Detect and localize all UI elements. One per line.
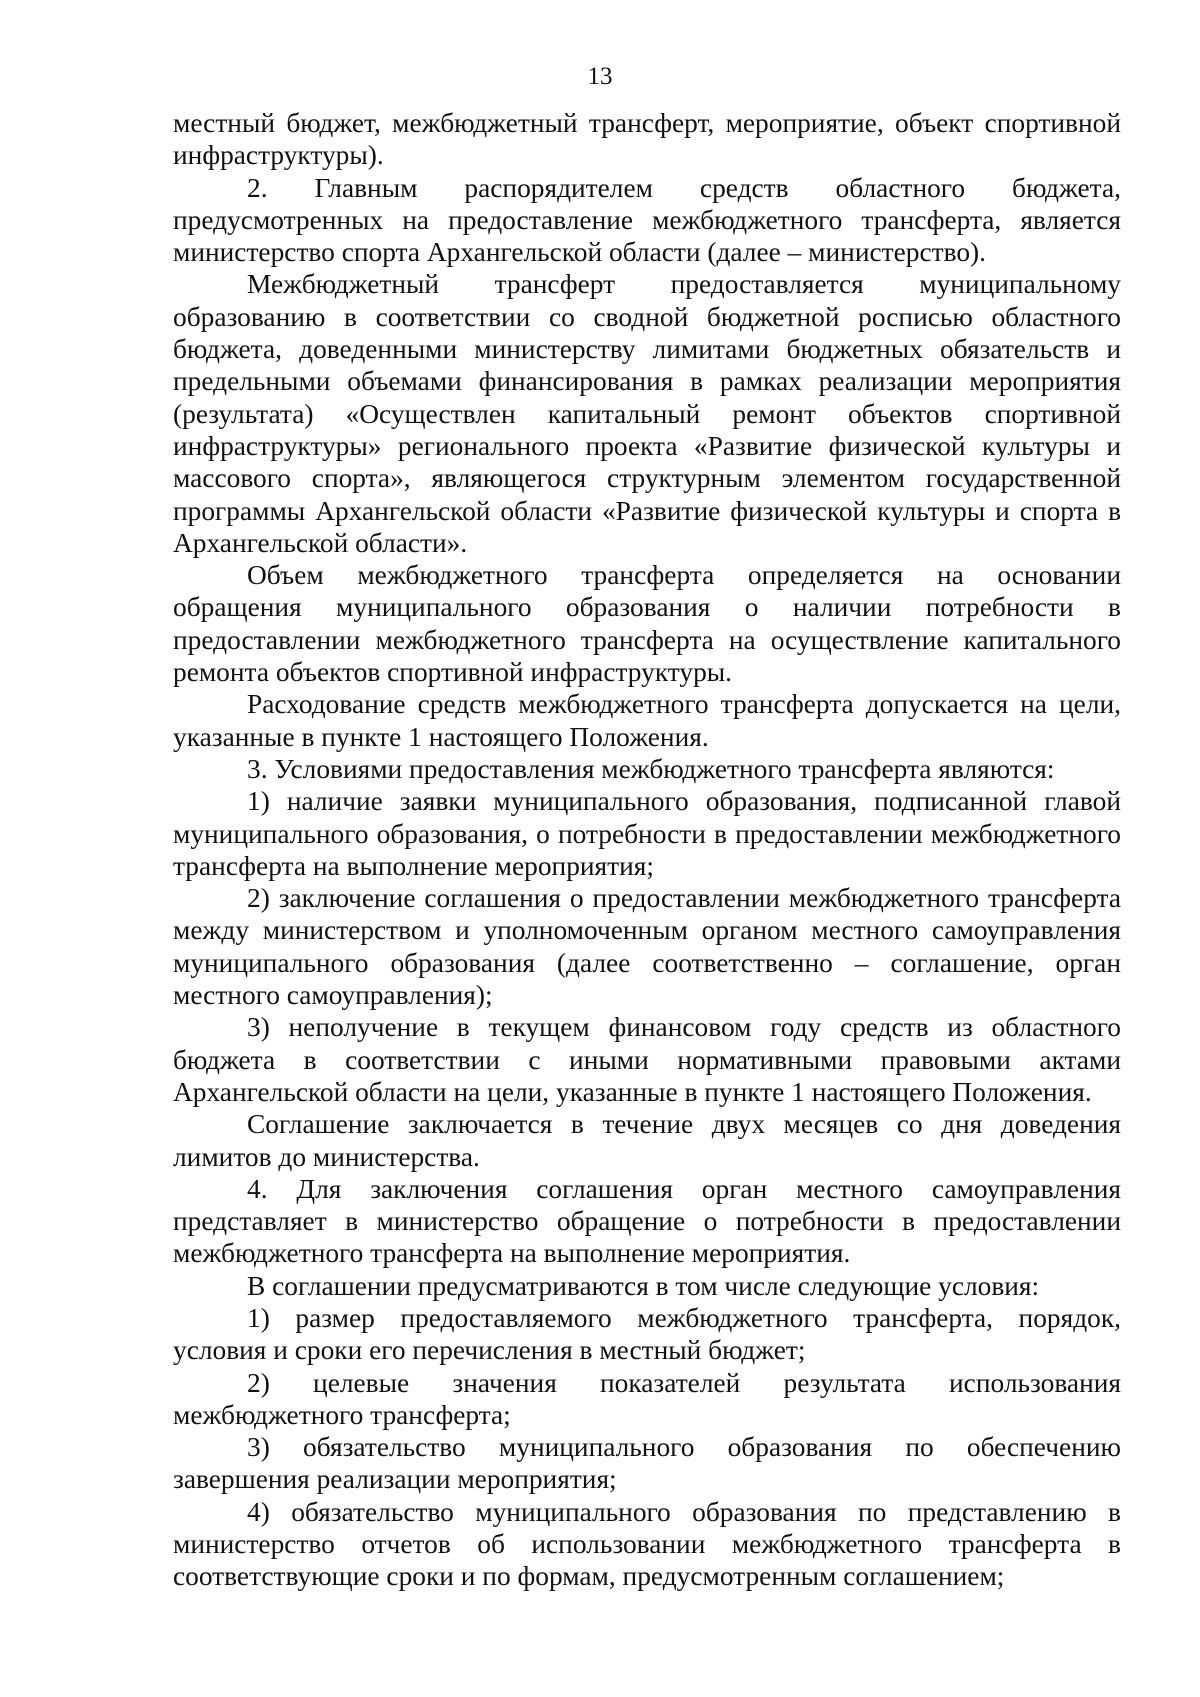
page-number: 13: [587, 63, 613, 90]
list-item-3-3: 3) неполучение в текущем финансовом году средств из областного бюджета в соответствии с иными нормативными правовыми актами Архангельской области на цели, указанные в пункте 1 настоящего Положения.: [173, 1012, 1121, 1107]
paragraph-agreement-term: Соглашение заключается в течение двух месяцев со дня доведения лимитов до министерства.: [173, 1109, 1121, 1172]
document-body: [173, 107, 1121, 1593]
paragraph-transfer-provision: Межбюджетный трансферт предоставляется муниципальному образованию в соответствии со сводной бюджетной росписью областного бюджета, доведенными министерству лимитами бюджетных обязательств и предельными объемами финансирования в рамках реализации мероприятия (результата) «Осуществлен капитальный ремонт объектов спортивной инфраструктуры» регионального проекта «Развитие физической культуры и массового спорта», являющегося структурным элементом государственной программы Архангельской области «Развитие физической культуры и спорта в Архангельской области».: [173, 269, 1121, 558]
list-item-3-1: 1) наличие заявки муниципального образования, подписанной главой муниципального образования, о потребности в предоставлении межбюджетного трансферта на выполнение мероприятия;: [173, 786, 1121, 881]
list-item-4-2: 2) целевые значения показателей результата использования межбюджетного трансферта;: [173, 1367, 1121, 1430]
list-item-4-3: 3) обязательство муниципального образования по обеспечению завершения реализации мероприятия;: [173, 1432, 1121, 1495]
paragraph-spending: Расходование средств межбюджетного трансферта допускается на цели, указанные в пункте 1 настоящего Положения.: [173, 689, 1121, 752]
paragraph-continuation: местный бюджет, межбюджетный трансферт, мероприятие, объект спортивной инфраструктуры).: [173, 108, 1121, 171]
paragraph-item-4: 4. Для заключения соглашения орган местного самоуправления представляет в министерство обращение о потребности в предоставлении межбюджетного трансферта на выполнение мероприятия.: [173, 1173, 1121, 1269]
list-item-3-2: 2) заключение соглашения о предоставлении межбюджетного трансферта между министерством и уполномоченным органом местного самоуправления муниципального образования (далее соответственно – соглашение, орган местного самоуправления);: [173, 883, 1121, 1011]
list-item-4-4: 4) обязательство муниципального образования по представлению в министерство отчетов об использовании межбюджетного трансферта в соответствующие сроки и по формам, предусмотренным соглашением;: [173, 1496, 1121, 1592]
list-item-4-1: 1) размер предоставляемого межбюджетного трансферта, порядок, условия и сроки его перечисления в местный бюджет;: [173, 1302, 1121, 1366]
paragraph-item-3: 3. Условиями предоставления межбюджетного трансферта являются:: [247, 753, 1055, 784]
paragraph-item-2: 2. Главным распорядителем средств областного бюджета, предусмотренных на предоставление межбюджетного трансферта, является министерство спорта Архангельской области (далее – министерство).: [173, 172, 1121, 268]
paragraph-agreement-conditions: В соглашении предусматриваются в том числе следующие условия:: [247, 1270, 1040, 1301]
paragraph-transfer-volume: Объем межбюджетного трансферта определяется на основании обращения муниципального образования о наличии потребности в предоставлении межбюджетного трансферта на осуществление капитального ремонта объектов спортивной инфраструктуры.: [173, 560, 1121, 688]
